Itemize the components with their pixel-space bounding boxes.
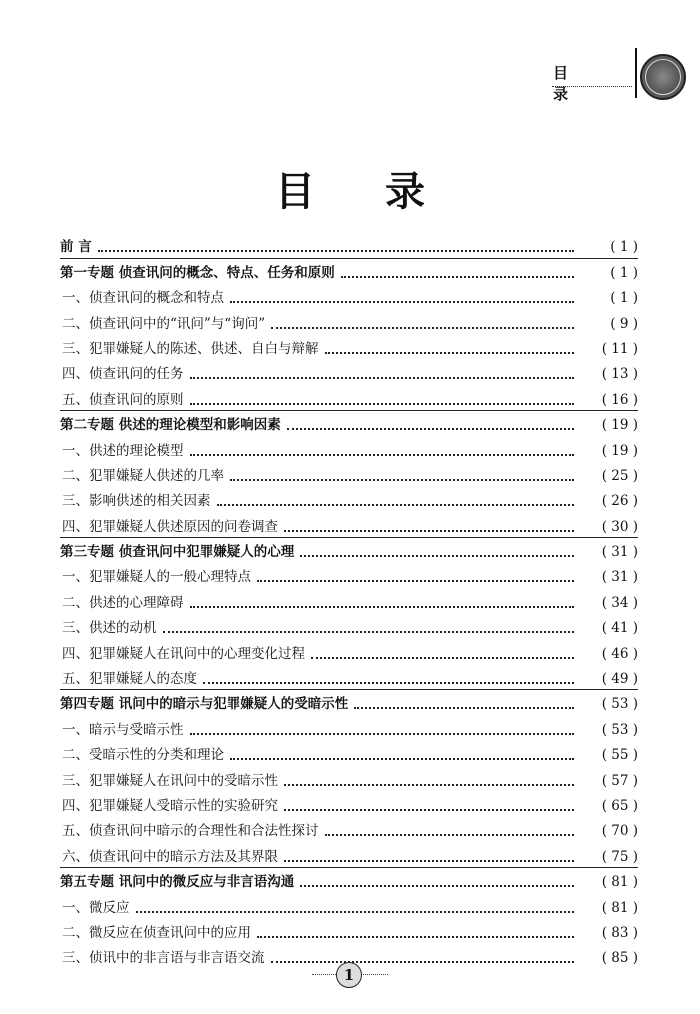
toc-entry-label: 三、犯罪嫌疑人在讯问中的受暗示性 — [62, 772, 278, 789]
toc-section-entry[interactable] — [60, 511, 638, 536]
toc-entry-label: 三、侦讯中的非言语与非言语交流 — [62, 950, 265, 967]
toc-entry-label: 第三专题 侦查讯问中犯罪嫌疑人的心理 — [60, 544, 295, 561]
toc-dot-leader — [190, 377, 575, 379]
toc-chapter-entry[interactable] — [60, 689, 638, 714]
toc-entry-label: 四、犯罪嫌疑人在讯问中的心理变化过程 — [62, 645, 305, 662]
toc-chapter-entry[interactable] — [60, 867, 638, 892]
toc-entry-page: ( 19 ) — [601, 442, 638, 459]
toc-entry-page: ( 26 ) — [601, 493, 638, 510]
toc-entry-page: ( 55 ) — [601, 747, 638, 764]
toc-dot-leader — [284, 860, 574, 862]
toc-section-entry[interactable] — [60, 816, 638, 841]
header-divider — [635, 48, 637, 98]
toc-entry-page: ( 11 ) — [601, 340, 638, 357]
toc-dot-leader — [287, 428, 574, 430]
toc-entry-page: ( 13 ) — [601, 366, 638, 383]
chapter-separator — [60, 258, 638, 259]
toc-dot-leader — [341, 276, 574, 278]
toc-dot-leader — [203, 682, 574, 684]
toc-section-entry[interactable] — [60, 587, 638, 612]
toc-section-entry[interactable] — [60, 435, 638, 460]
toc-entry-page: ( 70 ) — [601, 823, 638, 840]
toc-section-entry[interactable] — [60, 562, 638, 587]
toc-section-entry[interactable] — [60, 664, 638, 689]
toc-section-entry[interactable] — [60, 283, 638, 308]
toc-entry-label: 二、受暗示性的分类和理论 — [62, 747, 224, 764]
page-number-badge: 1 — [336, 962, 362, 988]
running-header-title: 目 录 — [553, 64, 591, 103]
toc-entry-page: ( 81 ) — [601, 874, 638, 891]
page-number — [312, 962, 388, 988]
toc-entry-label: 第一专题 侦查讯问的概念、特点、任务和原则 — [60, 264, 335, 281]
toc-entry-page: ( 57 ) — [601, 772, 638, 789]
toc-entry-label: 第二专题 供述的理论模型和影响因素 — [60, 417, 281, 434]
toc-entry-label: 三、犯罪嫌疑人的陈述、供述、自白与辩解 — [62, 340, 319, 357]
toc-chapter-entry[interactable] — [60, 537, 638, 562]
toc-section-entry[interactable] — [60, 841, 638, 866]
toc-dot-leader — [190, 606, 575, 608]
toc-entry-label: 五、侦查讯问中暗示的合理性和合法性探讨 — [62, 823, 319, 840]
toc-dot-leader — [284, 784, 574, 786]
toc-section-entry[interactable] — [60, 740, 638, 765]
toc-entry-label: 五、犯罪嫌疑人的态度 — [62, 671, 197, 688]
toc-dot-leader — [257, 936, 574, 938]
toc-section-entry[interactable] — [60, 486, 638, 511]
toc-entry-label: 一、犯罪嫌疑人的一般心理特点 — [62, 569, 251, 586]
toc-section-entry[interactable] — [60, 461, 638, 486]
toc-dot-leader — [190, 733, 575, 735]
toc-entry-page: ( 30 ) — [601, 518, 638, 535]
toc-dot-leader — [230, 758, 574, 760]
toc-dot-leader — [300, 885, 574, 887]
toc-entry-page: ( 81 ) — [601, 899, 638, 916]
toc-entry-page: ( 46 ) — [601, 645, 638, 662]
chapter-separator — [60, 867, 638, 868]
chapter-separator — [60, 410, 638, 411]
toc-section-entry[interactable] — [60, 892, 638, 917]
toc-section-entry[interactable] — [60, 638, 638, 663]
toc-entry-label: 一、供述的理论模型 — [62, 442, 184, 459]
toc-entry-page: ( 1 ) — [610, 239, 638, 256]
toc-entry-label: 二、微反应在侦查讯问中的应用 — [62, 924, 251, 941]
toc-dot-leader — [354, 707, 574, 709]
toc-entry-label: 一、侦查讯问的概念和特点 — [62, 290, 224, 307]
header-dotted-rule — [552, 86, 632, 87]
toc-entry-label: 三、供述的动机 — [62, 620, 157, 637]
toc-entry-page: ( 31 ) — [601, 569, 638, 586]
book-emblem-icon — [640, 54, 686, 100]
toc-entry-page: ( 53 ) — [601, 696, 638, 713]
toc-section-entry[interactable] — [60, 334, 638, 359]
toc-entry-page: ( 1 ) — [610, 264, 638, 281]
toc-entry-label: 第四专题 讯问中的暗示与犯罪嫌疑人的受暗示性 — [60, 696, 349, 713]
toc-dot-leader — [136, 911, 575, 913]
toc-entry-label: 一、微反应 — [62, 899, 130, 916]
toc-entry-page: ( 25 ) — [601, 467, 638, 484]
toc-dot-leader — [217, 504, 575, 506]
toc-entry-label: 六、侦查讯问中的暗示方法及其界限 — [62, 848, 278, 865]
toc-dot-leader — [163, 631, 575, 633]
toc-section-entry[interactable] — [60, 384, 638, 409]
toc-entry-page: ( 85 ) — [601, 950, 638, 967]
toc-section-entry[interactable] — [60, 765, 638, 790]
toc-dot-leader — [230, 479, 574, 481]
toc-dot-leader — [190, 454, 575, 456]
toc-dot-leader — [284, 530, 574, 532]
toc-entry-page: ( 1 ) — [610, 290, 638, 307]
toc-dot-leader — [311, 657, 574, 659]
toc-entry-label: 前 言 — [60, 239, 92, 256]
toc-entry-page: ( 75 ) — [601, 848, 638, 865]
toc-entry-page: ( 16 ) — [601, 391, 638, 408]
toc-chapter-entry[interactable] — [60, 232, 638, 257]
toc-dot-leader — [300, 555, 574, 557]
toc-entry-label: 五、侦查讯问的原则 — [62, 391, 184, 408]
toc-entry-page: ( 34 ) — [601, 594, 638, 611]
toc-entry-page: ( 31 ) — [601, 544, 638, 561]
toc-entry-label: 二、犯罪嫌疑人供述的几率 — [62, 467, 224, 484]
toc-dot-leader — [98, 250, 574, 252]
toc-entry-label: 二、供述的心理障碍 — [62, 594, 184, 611]
toc-entry-label: 四、犯罪嫌疑人供述原因的问卷调查 — [62, 518, 278, 535]
toc-dot-leader — [284, 809, 574, 811]
running-header — [0, 0, 700, 110]
toc-dot-leader — [325, 352, 575, 354]
toc-entry-page: ( 65 ) — [601, 797, 638, 814]
toc-chapter-entry[interactable] — [60, 410, 638, 435]
chapter-separator — [60, 537, 638, 538]
toc-entry-page: ( 53 ) — [601, 721, 638, 738]
toc-dot-leader — [257, 580, 574, 582]
toc-entry-label: 第五专题 讯问中的微反应与非言语沟通 — [60, 874, 295, 891]
toc-entry-page: ( 49 ) — [601, 671, 638, 688]
toc-entry-label: 四、犯罪嫌疑人受暗示性的实验研究 — [62, 797, 278, 814]
toc-section-entry[interactable] — [60, 714, 638, 739]
toc-dot-leader — [190, 403, 575, 405]
toc-entry-page: ( 19 ) — [601, 417, 638, 434]
table-of-contents — [60, 232, 638, 968]
toc-chapter-entry[interactable] — [60, 257, 638, 282]
toc-section-entry[interactable] — [60, 359, 638, 384]
toc-entry-label: 一、暗示与受暗示性 — [62, 721, 184, 738]
toc-section-entry[interactable] — [60, 791, 638, 816]
toc-dot-leader — [325, 834, 575, 836]
page-title: 目录 — [275, 169, 495, 215]
toc-entry-label: 四、侦查讯问的任务 — [62, 366, 184, 383]
chapter-separator — [60, 689, 638, 690]
toc-entry-label: 二、侦查讯问中的“讯问”与“询问” — [62, 315, 266, 332]
toc-entry-label: 三、影响供述的相关因素 — [62, 493, 211, 510]
toc-entry-page: ( 9 ) — [610, 315, 638, 332]
toc-dot-leader — [230, 301, 574, 303]
toc-entry-page: ( 41 ) — [601, 620, 638, 637]
toc-entry-page: ( 83 ) — [601, 924, 638, 941]
toc-section-entry[interactable] — [60, 308, 638, 333]
toc-dot-leader — [271, 327, 574, 329]
toc-section-entry[interactable] — [60, 613, 638, 638]
toc-section-entry[interactable] — [60, 918, 638, 943]
